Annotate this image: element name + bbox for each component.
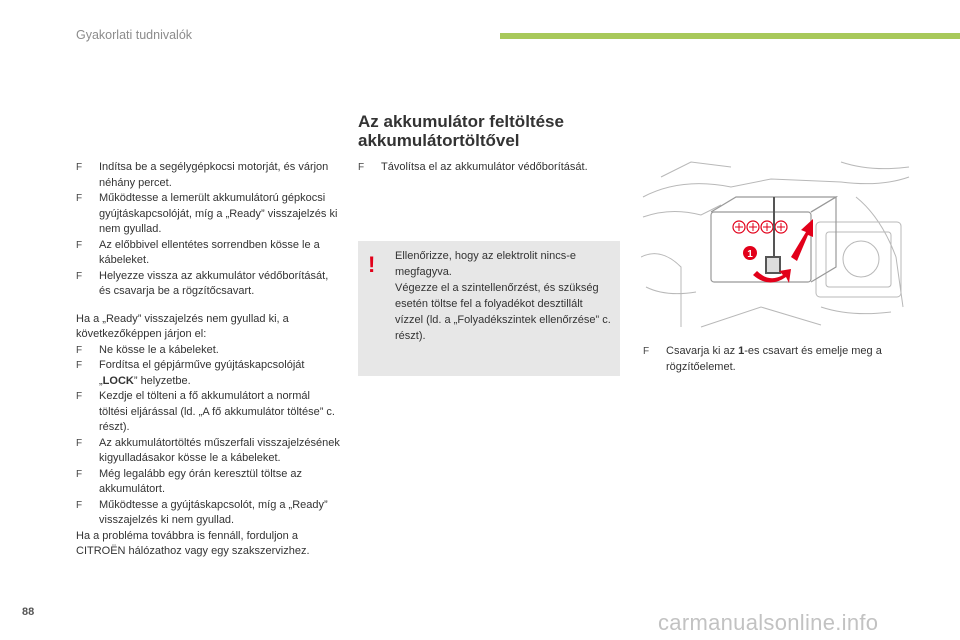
list-item: F Helyezze vissza az akkumulátor védőborítását, és csavarja be a rögzítőcsavart.	[76, 269, 329, 297]
list-item: F Az akkumulátortöltés műszerfali visszajelzésének kigyulladásakor kösse le a kábeleket.	[76, 436, 340, 464]
warning-line-2: Végezze el a szintellenőrzést, és szükség esetén töltse fel a folyadékot desztillált vízzel (ld. a „Folyadékszintek ellenőrzése” c. részt).	[395, 282, 611, 342]
header-accent-bar	[500, 33, 960, 39]
section-title-line-2: akkumulátortöltővel	[358, 131, 520, 150]
list-item: F Kezdje el tölteni a fő akkumulátort a normál töltési eljárással (ld. „A fő akkumulátor töltése” c. részt).	[76, 390, 335, 433]
bullet-list-2	[76, 343, 341, 529]
bullet-marker: F	[76, 360, 83, 371]
warning-text	[395, 248, 613, 344]
bullet-marker: F	[76, 344, 83, 356]
page-header-title: Gyakorlati tudnivalók	[76, 28, 193, 42]
bullet-marker: F	[76, 468, 83, 480]
bullet-marker: F	[76, 499, 83, 511]
page-number: 88	[22, 606, 35, 618]
warning-box	[358, 241, 620, 376]
callout-reference: 1	[738, 345, 745, 357]
list-item: F Csavarja ki az 1-es csavart és emelje meg a rögzítőelemet.	[643, 345, 882, 373]
list-item: F Működtesse a gyújtáskapcsolót, míg a „Ready” visszajelzés ki nem gyullad.	[76, 498, 328, 526]
bullet-marker: F	[643, 346, 650, 357]
left-column	[76, 160, 341, 560]
watermark: carmanualsonline.info	[658, 610, 879, 635]
list-item: F Távolítsa el az akkumulátor védőborítását.	[358, 160, 623, 176]
bullet-marker: F	[76, 437, 83, 449]
list-item: F Fordítsa el gépjárműve gyújtáskapcsolóját „LOCK” helyzetbe.	[76, 359, 305, 387]
callout-label: 1	[747, 249, 753, 260]
list-item: F Működtesse a lemerült akkumulátorú gépkocsi gyújtáskapcsolóját, míg a „Ready” visszajelzés ki nem gyullad.	[76, 192, 338, 235]
list-item: F Még legalább egy órán keresztül töltse az akkumulátort.	[76, 467, 303, 495]
warning-line-1: Ellenőrizze, hogy az elektrolit nincs-e megfagyva.	[395, 250, 576, 278]
bullet-marker: F	[76, 391, 83, 402]
bullet-marker: F	[358, 162, 365, 173]
lock-keyword: LOCK	[102, 374, 134, 387]
section-title-line-1: Az akkumulátor feltöltése	[358, 112, 564, 131]
list-item: F Indítsa be a segélygépkocsi motorját, és várjon néhány percet.	[76, 161, 329, 189]
list-item: F Az előbbivel ellentétes sorrendben kösse le a kábeleket.	[76, 238, 320, 266]
right-column	[643, 344, 908, 375]
exclamation-icon: !	[368, 252, 376, 277]
bullet-marker: F	[76, 270, 83, 282]
bullet-marker: F	[76, 239, 83, 251]
list-item: F Ne kösse le a kábeleket.	[76, 343, 341, 359]
bullet-list-1	[76, 160, 341, 300]
intro-paragraph: Ha a „Ready” visszajelzés nem gyullad ki, a következőképpen járjon el:	[76, 312, 289, 340]
section-title	[358, 112, 564, 150]
closing-paragraph: Ha a probléma továbbra is fennáll, forduljon a CITROËN hálózathoz vagy egy szakszervizhez.	[76, 529, 310, 557]
bullet-marker: F	[76, 193, 83, 204]
middle-column	[358, 160, 623, 176]
battery-compartment-illustration	[641, 157, 911, 335]
bullet-marker: F	[76, 162, 83, 173]
